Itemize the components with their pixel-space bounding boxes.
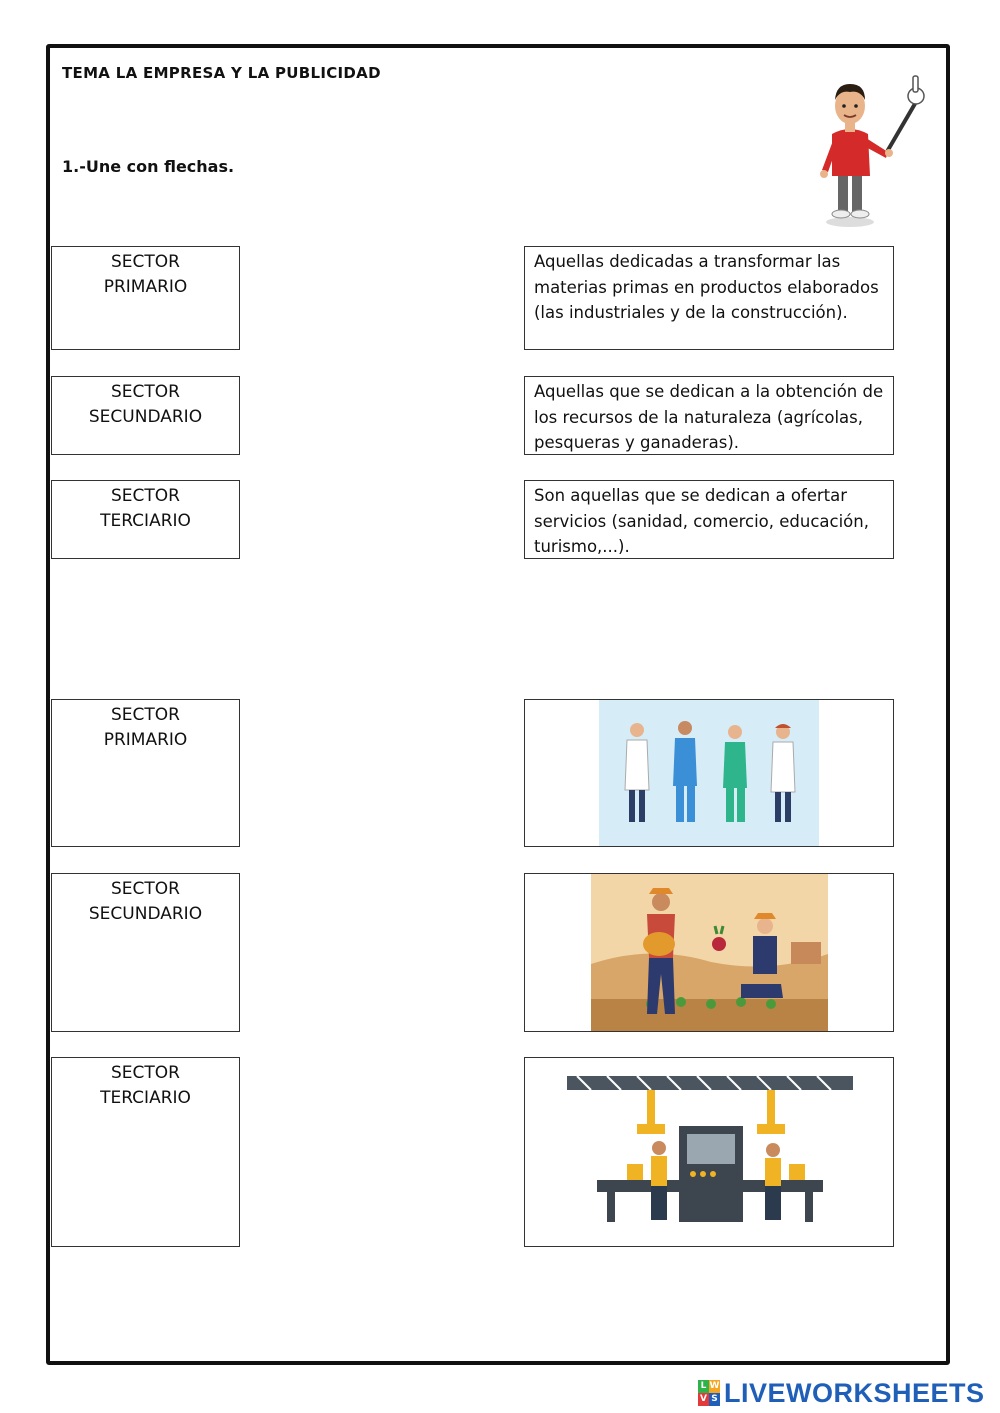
image-box-farmers	[524, 873, 894, 1032]
logo-letter: L	[698, 1380, 709, 1393]
logo-letter: V	[698, 1393, 709, 1406]
logo-letter: S	[709, 1393, 720, 1406]
definition-text: Aquellas que se dedican a la obtención de los recursos de la naturaleza (agrícolas, pesqueras y ganaderas).	[534, 382, 884, 452]
image-box-factory	[524, 1057, 894, 1247]
sector-box-terciario	[51, 480, 240, 559]
exercise-instruction: 1.-Une con flechas.	[62, 157, 235, 176]
sector-label-line2: PRIMARIO	[103, 277, 188, 297]
sector-box-secundario	[51, 376, 240, 455]
farmers-harvest-icon	[591, 874, 828, 1031]
logo-letter: W	[709, 1381, 720, 1391]
teacher-avatar-icon	[808, 72, 934, 230]
liveworksheets-logo-icon	[698, 1380, 720, 1406]
sector-label-line1: SECTOR	[111, 252, 180, 272]
health-workers-icon	[599, 700, 819, 846]
definition-text: Aquellas dedicadas a transformar las materias primas en productos elaborados (las industriales y de la construcción).	[534, 252, 879, 322]
sector-label-line1: SECTOR	[111, 486, 180, 506]
sector-box-terciario	[51, 1057, 240, 1247]
sector-label-line2: SECUNDARIO	[88, 407, 203, 427]
sector-label-line1: SECTOR	[111, 705, 180, 725]
definition-text: Son aquellas que se dedican a ofertar servicios (sanidad, comercio, educación, turismo,...).	[534, 486, 869, 556]
liveworksheets-wordmark: LIVEWORKSHEETS	[724, 1377, 985, 1408]
sector-label-line2: PRIMARIO	[103, 730, 188, 750]
sector-label-line2: TERCIARIO	[100, 511, 191, 531]
factory-assembly-icon	[567, 1068, 853, 1228]
image-box-health-workers	[524, 699, 894, 847]
sector-box-secundario	[51, 873, 240, 1032]
worksheet-title: TEMA LA EMPRESA Y LA PUBLICIDAD	[62, 64, 381, 82]
sector-label-line2: SECUNDARIO	[88, 904, 203, 924]
definition-box-obtencion	[524, 376, 894, 455]
sector-box-primario	[51, 246, 240, 350]
definition-box-transformar	[524, 246, 894, 350]
sector-label-line2: TERCIARIO	[100, 1088, 191, 1108]
sector-box-primario	[51, 699, 240, 847]
sector-label-line1: SECTOR	[111, 879, 180, 899]
sector-label-line1: SECTOR	[111, 1063, 180, 1083]
definition-box-servicios	[524, 480, 894, 559]
liveworksheets-brand	[698, 1376, 985, 1410]
sector-label-line1: SECTOR	[111, 382, 180, 402]
